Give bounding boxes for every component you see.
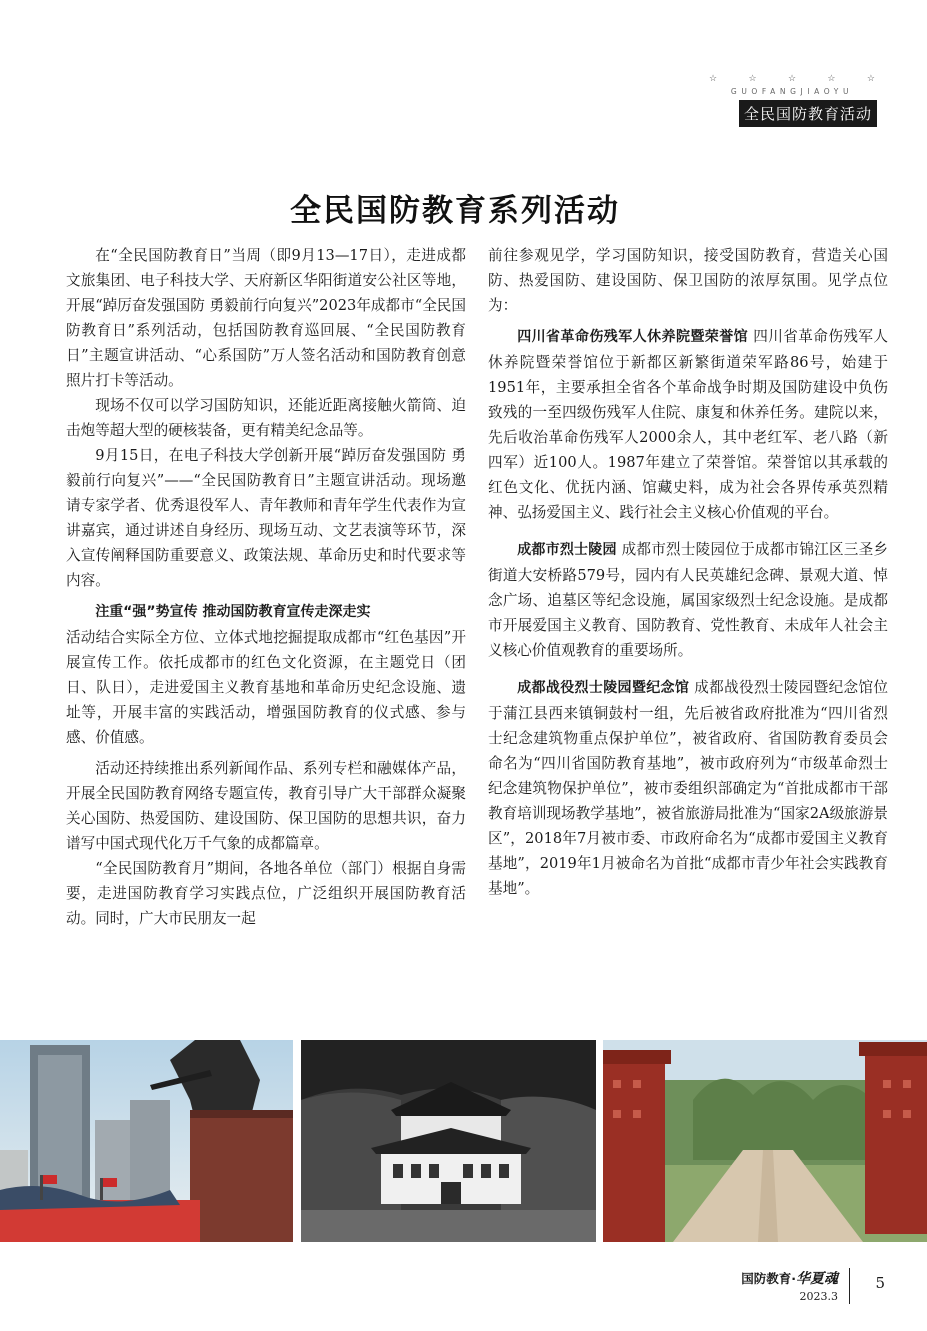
star-icon: ☆: [866, 74, 875, 84]
subheading: 注重“强”势宣传 推动国防教育宣传走深走实: [95, 604, 371, 620]
section-header: [707, 74, 877, 127]
paragraph: [488, 324, 888, 525]
paragraph-body: 成都战役烈士陵园暨纪念馆位于蒲江县西来镇铜鼓村一组，先后被省政府批准为“四川省烈士纪念建筑物重点保护单位”，被省政府、省国防教育委员会命名为“四川省国防教育基地”，被市政府列为“市级革命烈士纪念建筑物保护单位”，被市委组织部确定为“首批成都市干部教育培训现场教学基地”，被省旅游局批准为“国家2A级旅游景区”，2018年7月被市委、市政府命名为“成都市爱国主义教育基地”，2019年1月被命名为首批“成都市青少年社会实践教育基地”。: [488, 679, 889, 897]
paragraph: 前往参观见学，学习国防知识，接受国防教育，营造关心国防、热爱国防、建设国防、保卫国防的浓厚氛围。见学点位为：: [488, 247, 888, 314]
article-column-right: [488, 243, 888, 901]
paragraph: 9月15日，在电子科技大学创新开展“踔厉奋发强国防 勇毅前行向复兴”——“全民国防教育日”主题宣讲活动。现场邀请专家学者、优秀退役军人、青年教师和青年学生代表作为宣讲嘉宾，通过讲述自身经历、现场互动、文艺表演等环节，深入宣传阐释国防重要意义、政策法规、革命历史和时代要求等内容。: [66, 447, 466, 589]
photo-rally-monument: [0, 1040, 293, 1242]
section-tag: 全民国防教育活动: [739, 100, 877, 127]
subheading: 四川省革命伤残军人休养院暨荣誉馆: [517, 329, 749, 345]
photo-strip: [0, 1040, 927, 1242]
paragraph: 在“全民国防教育日”当周（即9月13—17日），走进成都文旅集团、电子科技大学、天府新区华阳街道安公社区等地，开展“踔厉奋发强国防 勇毅前行向复兴”2023年成都市“全民国防教育日”系列活动，包括国防教育巡回展、“全民国防教育日”主题宣讲活动、“心系国防”万人签名活动和国防教育创意照片打卡等活动。: [66, 247, 466, 389]
paragraph: [488, 537, 888, 663]
page-title: 全民国防教育系列活动: [290, 193, 620, 229]
paragraph-body: 成都市烈士陵园位于成都市锦江区三圣乡街道大安桥路579号，园内有人民英雄纪念碑、景观大道、悼念广场、追墓区等纪念设施，属国家级烈士纪念设施。是成都市开展爱国主义教育、国防教育、党性教育、未成年人社会主义核心价值观教育的重要场所。: [488, 541, 888, 659]
article-column-left: [66, 243, 466, 931]
page-number: 5: [875, 1274, 885, 1292]
paragraph: [66, 599, 466, 625]
paragraph: “全民国防教育月”期间，各地各单位（部门）根据自身需要，走进国防教育学习实践点位，广泛组织开展国防教育活动。同时，广大市民朋友一起: [66, 860, 466, 927]
star-icon: ☆: [827, 74, 836, 84]
subheading: 成都市烈士陵园: [517, 542, 617, 558]
magazine-brush-title: 华夏魂: [796, 1271, 838, 1287]
paragraph: 活动还持续推出系列新闻作品、系列专栏和融媒体产品，开展全民国防教育网络专题宣传，教育引导广大干部群众凝聚关心国防、热爱国防、建设国防、保卫国防的思想共识，奋力谱写中国式现代化万千气象的成都篇章。: [66, 760, 466, 852]
subheading: 成都战役烈士陵园暨纪念馆: [517, 680, 690, 696]
paragraph-body: 四川省革命伤残军人休养院暨荣誉馆位于新都区新繁街道荣军路86号，始建于1951年，主要承担全省各个革命战争时期及国防建设中负伤致残的一至四级伤残军人住院、康复和休养任务。建院以来，先后收治革命伤残军人2000余人，其中老红军、老八路（新四军）近100人。1987年建立了荣誉馆。荣誉馆以其承载的红色文化、优抚内涵、馆藏史料，成为社会各界传承英烈精神、弘扬爱国主义、践行社会主义核心价值观的平台。: [488, 328, 888, 521]
footer-divider: [849, 1268, 850, 1304]
magazine-title: 国防教育·: [741, 1271, 796, 1286]
issue-date: 2023.3: [799, 1290, 838, 1303]
section-pinyin: GUOFANGJIAOYU: [730, 87, 854, 96]
paragraph: 现场不仅可以学习国防知识，还能近距离接触火箭筒、迫击炮等超大型的硬核装备，更有精美纪念品等。: [66, 397, 466, 439]
star-row: [707, 74, 877, 84]
page-footer: [690, 1268, 890, 1308]
star-icon: ☆: [709, 74, 718, 84]
paragraph: 活动结合实际全方位、立体式地挖掘提取成都市“红色基因”开展宣传工作。依托成都市的红色文化资源，在主题党日（团日、队日），走进爱国主义教育基地和革命历史纪念设施、遗址等，开展丰富的实践活动，增强国防教育的仪式感、参与感、价值感。: [66, 629, 466, 746]
magazine-name: [741, 1268, 838, 1288]
photo-cemetery-avenue: [603, 1040, 927, 1242]
paragraph: [488, 675, 888, 901]
star-icon: ☆: [787, 74, 797, 84]
photo-memorial-hall: [301, 1040, 596, 1242]
star-icon: ☆: [748, 74, 757, 84]
